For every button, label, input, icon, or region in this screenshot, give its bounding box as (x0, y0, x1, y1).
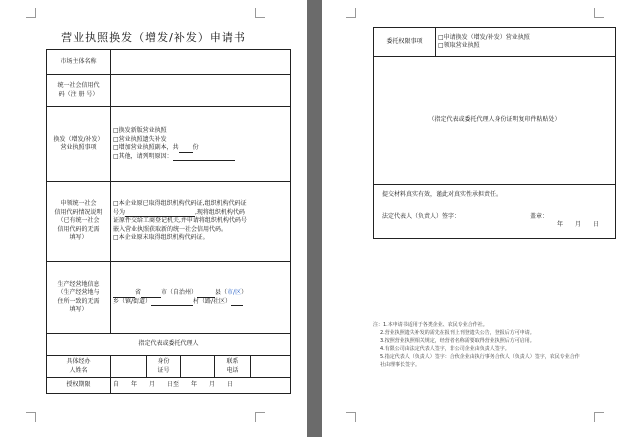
footnotes (373, 321, 613, 369)
matters-options[interactable] (111, 107, 291, 182)
authorization-table (373, 27, 616, 239)
crop-mark (255, 8, 265, 18)
form-page-2 (322, 0, 640, 437)
agent-phone-field[interactable] (251, 356, 291, 378)
authorized-matters-label: 委托权限事项 (374, 28, 436, 57)
crop-mark (26, 412, 36, 422)
address-label: 生产经营地信息 （生产经营地与 住所一致的无需 填写） (47, 262, 111, 334)
application-form-table (46, 49, 291, 394)
legal-rep-label: 法定代表人（负责人）签字： (382, 212, 461, 220)
agent-id-field[interactable] (181, 356, 215, 378)
option-add-copy[interactable]: □增加营业执照副本，共 份 (113, 144, 199, 151)
authorized-options[interactable] (436, 28, 616, 57)
crop-mark (346, 412, 356, 422)
matters-label: 换发（增发/补发） 营业执照事项 (47, 107, 111, 182)
option-apply-exchange[interactable]: □申请换发（增发/补发）营业执照 (438, 33, 530, 41)
form-page-1 (0, 0, 307, 437)
crop-mark (255, 412, 265, 422)
note-line: 3.按照营业执照相关规定，经营者名称需要取得营业执照后方可启用。 (380, 338, 535, 344)
option-no-org-code[interactable]: □本企业原未取得组织机构代码证。 (113, 234, 209, 242)
date-label: 年 月 日 (556, 221, 599, 228)
auth-period-field[interactable]: 自 年 月 日至 年 月 日 (111, 378, 291, 394)
crop-mark (26, 8, 36, 18)
note-line: 2.营业执照遗失补发的需先在报刊上刊登遗失公告，登报后方可申请。 (380, 330, 535, 336)
id-paste-area: （指定代表或委托代理人身份证明复印件粘贴处） (374, 57, 616, 185)
agent-name-label: 具体经办 人姓名 (47, 356, 111, 378)
page-title: 营业执照换发（增发/补发）申请书 (61, 31, 246, 44)
credit-code-field[interactable] (111, 75, 291, 107)
agent-id-label: 身份 证号 (147, 356, 181, 378)
city-district-link[interactable]: 市/区 (227, 289, 242, 296)
declaration-block (374, 185, 616, 239)
agent-name-field[interactable] (111, 356, 147, 378)
subject-name-field[interactable] (111, 50, 291, 75)
option-collect-license[interactable]: □领取营业执照 (438, 42, 480, 49)
note-line: 5.指定代表人（负责人）签字：合伙企业由执行事务合伙人（负责人）签字，农民专业合作 (380, 354, 580, 360)
crop-mark (594, 8, 604, 18)
crop-mark (346, 8, 356, 18)
stamp-label: 盖章： (530, 212, 549, 220)
subject-name-label: 市场主体名称 (47, 50, 111, 75)
declaration-text: 提交材料真实有效，谨此对真实性承担责任。 (382, 191, 503, 198)
agent-phone-label: 联系 电话 (215, 356, 251, 378)
credit-code-label: 统一社会信用代 码（注 册 号） (47, 75, 111, 107)
note-line: 注：1.本申请书适用于各类企业、农民专业合作社。 (373, 322, 488, 328)
apply-code-label: 申领统一社会 信用代码情况说明 （已有统一社会 信用代码的无需 填写） (47, 182, 111, 262)
address-fields[interactable]: 省 市（自治州） 县（市/区） 乡（镇/街道） 村（路/社区） (111, 262, 291, 334)
note-line: 4.有限公司由法定代表人签字，非公司企业由负责人签字。 (380, 346, 510, 352)
apply-code-options[interactable]: □本企业原已取得组织机构代码证,组织机构代码证 号为 ,现将组织机构代码 证原件交给工商登记机关,并申请将组织机构代码号 嵌入营业执照获取新的统一社会信用代码。 □本企业原未取得组织机构代码证。 (111, 182, 291, 262)
agent-header: 指定代表或委托代理人 (47, 334, 291, 356)
auth-period-label: 授权期限 (47, 378, 111, 394)
option-other[interactable]: □其他，请列明原因： (113, 153, 288, 162)
crop-mark (594, 412, 604, 422)
option-has-org-code[interactable]: □本企业原已取得组织机构代码证,组织机构代码证 (113, 200, 247, 208)
option-new-license[interactable]: □换发新版营业执照 (113, 127, 167, 134)
note-line: 社由理事长签字。 (380, 362, 421, 368)
option-lost-reissue[interactable]: □营业执照遗失补发 (113, 135, 167, 143)
